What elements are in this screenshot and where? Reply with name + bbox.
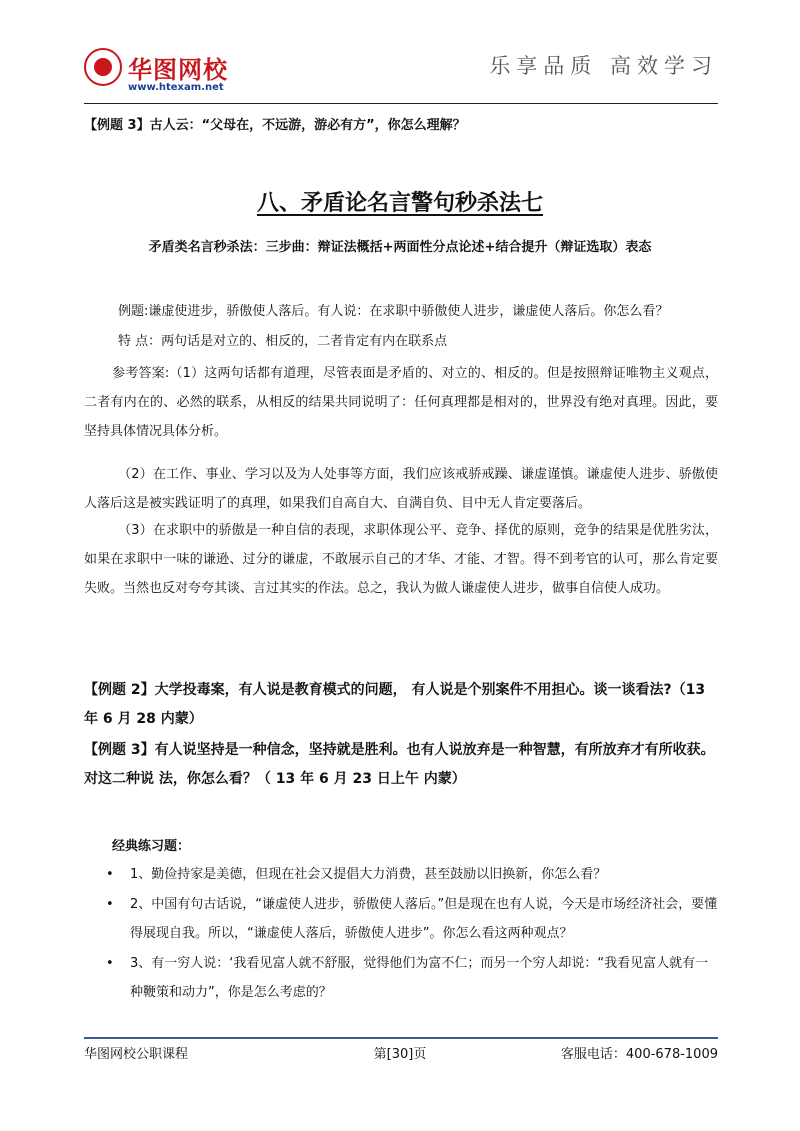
page-header [84,40,718,104]
bullet-icon: • [106,956,114,971]
answer-point-2 [84,460,718,518]
list-item [106,860,718,889]
footer-divider [84,1037,718,1039]
example-question [84,297,718,326]
example-text: 例题:谦虚使进步，骄傲使人落后。有人说：在求职中骄傲使人进步，谦虚使人落后。你怎么看？ [118,304,669,319]
header-divider [84,103,718,104]
logo-url: www.htexam.net [128,82,224,93]
logo [84,48,234,98]
list-item [106,890,718,948]
example-3-ancient-saying: 【例题 3】古人云：“父母在，不远游，游必有方”，你怎么理解？ [84,118,466,133]
section-subtitle: 矛盾类名言秒杀法：三步曲：辩证法概括+两面性分点论述+结合提升（辩证选取）表态 [148,240,652,255]
exercise-text: 2、中国有句古话说，“谦虚使人进步，骄傲使人落后。”但是现在也有人说，今天是市场经济社会，要懂得展现自我。所以，“谦虚使人落后，骄傲使人进步”。你怎么看这两种观点？ [130,897,718,941]
header-slogan: 乐享品质 高效学习 [489,54,718,78]
example-3-persistence: 【例题 3】有人说坚持是一种信念，坚持就是胜利。也有人说放弃是一种智慧，有所放弃才有所收获。对这二种说 法，你怎么看？（ 13 年 6 月 23 日上午 内蒙） [84,742,715,787]
answer-3-text: （3）在求职中的骄傲是一种自信的表现，求职体现公平、竞争、择优的原则，竞争的结果是优胜劣汰，如果在求职中一味的谦逊、过分的谦虚，不敢展示自己的才华、才能、才智。得不到考官的认可，那么肯定要失败。当然也反对夸夸其谈、言过其实的作法。总之，我认为做人谦虚使人进步，做事自信使人成功。 [84,523,718,596]
answer-point-3 [84,516,718,603]
footer-service-phone: 客服电话：400-678-1009 [560,1047,718,1062]
bullet-icon: • [106,897,114,912]
footer-course-name: 华图网校公职课程 [84,1047,189,1062]
exercise-text: 1、勤俭持家是美德，但现在社会又提倡大力消费，甚至鼓励以旧换新，你怎么看？ [130,867,607,882]
answer-2-text: （2）在工作、事业、学习以及为人处事等方面，我们应该戒骄戒躁、谦虚谨慎。谦虚使人进步、骄傲使人落后这是被实践证明了的真理，如果我们自高自大、自满自负、目中无人肯定要落后。 [84,467,718,511]
feature-line: 特 点：两句话是对立的、相反的，二者肯定有内在联系点 [118,334,448,349]
logo-emblem-icon [84,48,122,86]
answer-point-1 [84,359,718,446]
classic-exercises-list [106,860,718,1008]
list-item [106,949,718,1007]
logo-name: 华图网校 [128,56,228,84]
classic-exercises-heading: 经典练习题： [112,839,191,854]
section-title: 八、矛盾论名言警句秒杀法七 [256,191,543,216]
answer-1-text: 参考答案:（1）这两句话都有道理，尽管表面是矛盾的、对立的、相反的。但是按照辩证唯物主义观点，二者有内在的、必然的联系，从相反的结果共同说明了：任何真理都是相对的，世界没有绝对真理。因此，要坚持具体情况具体分析。 [84,366,718,439]
example-2-poisoning: 【例题 2】大学投毒案，有人说是教育模式的问题， 有人说是个别案件不用担心。谈一谈看法?（13 年 6 月 28 内蒙） [84,682,706,727]
exercise-text: 3、有一穷人说：‘我看见富人就不舒服，觉得他们为富不仁；而另一个穷人却说：“我看见富人就有一种鞭策和动力”，你是怎么考虑的？ [130,956,709,1000]
page-number: 第[30]页 [373,1047,427,1062]
bullet-icon: • [106,867,114,882]
